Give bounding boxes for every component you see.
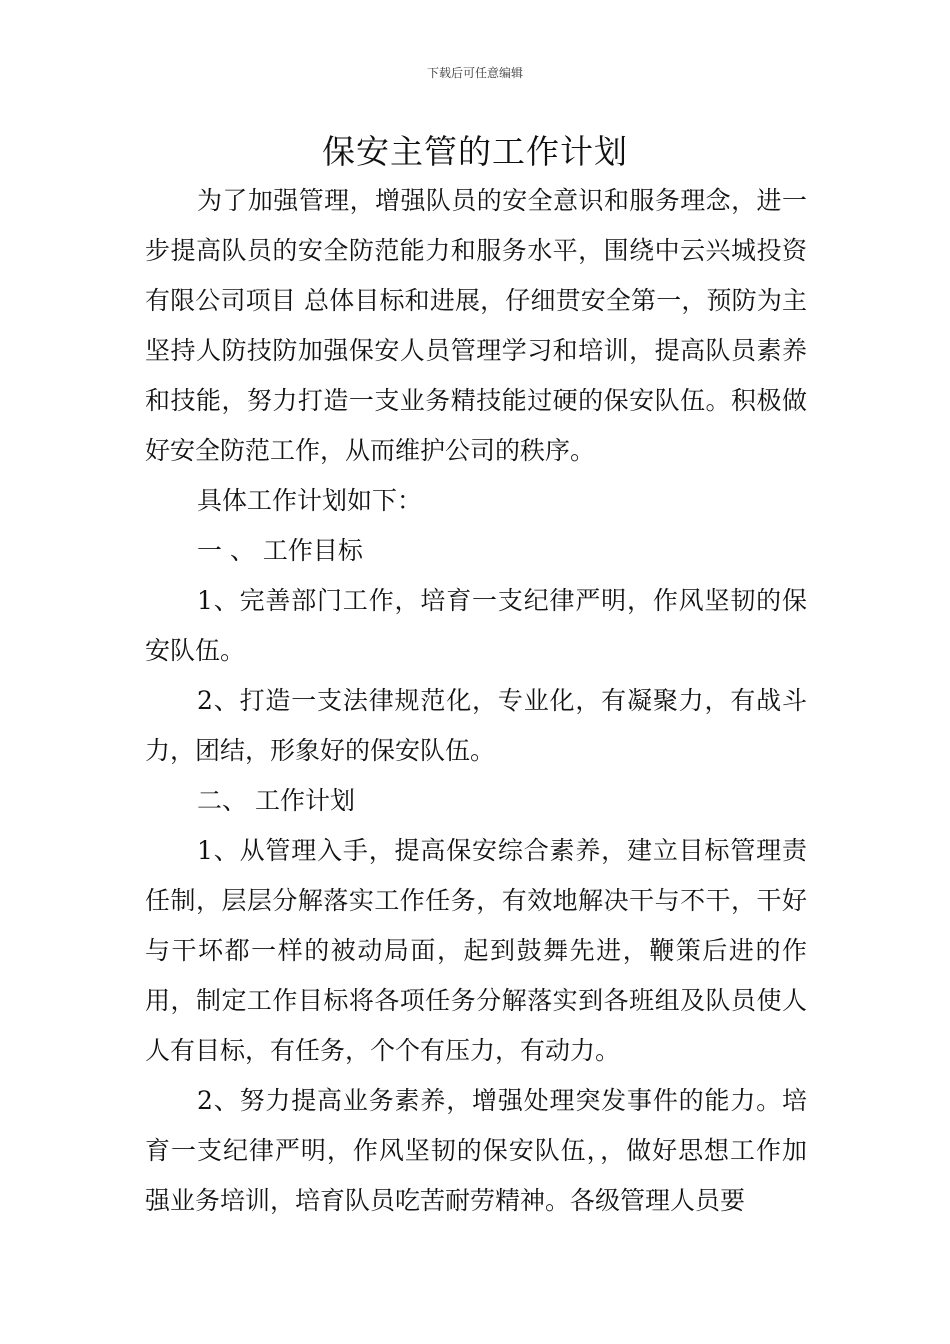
header-note: 下载后可任意编辑: [426, 66, 523, 80]
paragraph-plan-1: 1、从管理入手，提高保安综合素养，建立目标管理责任制，层层分解落实工作任务，有效地解决干与不干，干好与干坏都一样的被动局面，起到鼓舞先进，鞭策后进的作用，制定工作目标将各项任务分解落实到各班组及队员使人人有目标，有任务，个个有压力，有动力。: [145, 836, 807, 1065]
paragraph-plan-intro: 具体工作计划如下：: [197, 486, 423, 515]
paragraph-intro: 为了加强管理，增强队员的安全意识和服务理念，进一步提高队员的安全防范能力和服务水平，围绕中云兴城投资有限公司项目 总体目标和进展，仔细贯安全第一，预防为主坚持人防技防加强保安人员管理学习和培训，提高队员素养和技能，努力打造一支业务精技能过硬的保安队伍。积极做好安全防范工作，从而维护公司的秩序。: [145, 186, 807, 465]
document-body: [145, 176, 807, 1226]
paragraph-plan-2: 2、努力提高业务素养，增强处理突发事件的能力。培育一支纪律严明，作风坚韧的保安队伍，，做好思想工作加强业务培训，培育队员吃苦耐劳精神。各级管理人员要: [145, 1086, 807, 1215]
section-heading-goals: 一 、 工作目标: [197, 536, 363, 565]
paragraph-goal-1: 1、完善部门工作，培育一支纪律严明，作风坚韧的保安队伍。: [145, 586, 807, 665]
document-title: 保安主管的工作计划: [322, 132, 628, 171]
section-heading-plan: 二、 工作计划: [197, 786, 355, 815]
paragraph-goal-2: 2、打造一支法律规范化，专业化，有凝聚力，有战斗力，团结，形象好的保安队伍。: [145, 686, 807, 765]
